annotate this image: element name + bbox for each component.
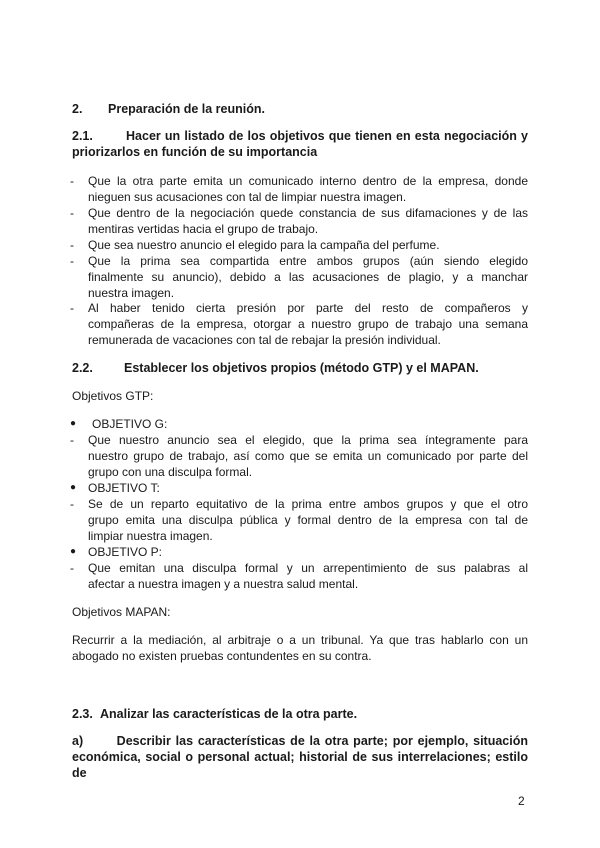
objective-g-text: - Que nuestro anuncio sea el elegido, que la prima sea íntegramente para nuestro grupo de trabajo, así como que se emita un comunicado por parte del grupo con una disculpa formal. xyxy=(70,433,528,479)
dash-bullet: - xyxy=(70,433,74,447)
dash-bullet: - xyxy=(70,174,74,188)
objective-t-text: - Se de un reparto equitativo de la prima entre ambos grupos y que el otro grupo emita una disculpa pública y formal dentro de la empresa con tal de limpiar nuestra imagen. xyxy=(70,497,528,543)
subsection-a-line-2: económica, social o personal actual; historial de sus interrelaciones; estilo de xyxy=(72,750,528,780)
objective-p-title: ● OBJETIVO P: xyxy=(70,545,163,559)
list-item: - Que dentro de la negociación quede constancia de sus difamaciones y de las mentiras vertidas hacia el grupo de trabajo. xyxy=(70,206,528,236)
page-number: 2 xyxy=(518,794,525,808)
list-item: - Que la otra parte emita un comunicado interno dentro de la empresa, donde nieguen sus acusaciones con tal de limpiar nuestra imagen. xyxy=(70,174,528,204)
subsection-a-line-1: a) Describir las características de la otra parte; por ejemplo, situación xyxy=(72,734,528,748)
gtp-label: Objetivos GTP: xyxy=(72,389,154,403)
list-item: - Al haber tenido cierta presión por parte del resto de compañeros y compañeras de la empresa, otorgar a nuestro grupo de trabajo una semana remunerada de vacaciones con tal de rebajar la presión individual. xyxy=(70,301,528,347)
objective-p-text: - Que emitan una disculpa formal y un arrepentimiento de sus palabras al afectar a nuestra imagen y a nuestra salud mental. xyxy=(70,561,528,591)
dash-bullet: - xyxy=(70,561,74,575)
section-2-3-heading xyxy=(72,706,357,722)
round-bullet: ● xyxy=(70,546,77,557)
section-title: Preparación de la reunión. xyxy=(108,102,265,116)
subsection-label: a) xyxy=(72,734,84,748)
subsection-a xyxy=(72,733,528,781)
section-2-2-heading xyxy=(72,360,479,376)
section-number: 2. xyxy=(72,102,83,116)
section-2-1-title-line-2: priorizarlos en función de su importancia xyxy=(72,145,318,159)
list-item: - Que la prima sea compartida entre ambos grupos (aún siendo elegido finalmente su anuncio), debido a las acusaciones de plagio, y a manchar nuestra imagen. xyxy=(70,254,528,300)
section-2-1-title-line-1: 2.1. Hacer un listado de los objetivos que tienen en esta negociación y xyxy=(72,129,528,143)
dash-bullet: - xyxy=(70,301,74,315)
objective-g-title: ● OBJETIVO G: xyxy=(70,417,168,431)
list-item: - Que sea nuestro anuncio el elegido para la campaña del perfume. xyxy=(70,238,440,252)
section-2-1-heading xyxy=(72,128,528,160)
round-bullet: ● xyxy=(70,418,77,429)
dash-bullet: - xyxy=(70,206,74,220)
section-number: 2.3. xyxy=(72,707,93,721)
objective-t-title: ● OBJETIVO T: xyxy=(70,481,160,495)
round-bullet: ● xyxy=(70,482,77,493)
section-number: 2.1. xyxy=(72,129,93,143)
section-number: 2.2. xyxy=(72,361,93,375)
dash-bullet: - xyxy=(70,497,74,511)
mapan-label: Objetivos MAPAN: xyxy=(72,605,171,619)
dash-bullet: - xyxy=(70,238,74,252)
section-title: Establecer los objetivos propios (método GTP) y el MAPAN. xyxy=(124,361,479,375)
mapan-text: Recurrir a la mediación, al arbitraje o a un tribunal. Ya que tras hablarlo con un abogado no existen pruebas contundentes en su contra. xyxy=(72,633,528,663)
dash-bullet: - xyxy=(70,254,74,268)
section-title: Analizar las características de la otra parte. xyxy=(100,707,358,721)
section-2-heading xyxy=(72,101,265,117)
